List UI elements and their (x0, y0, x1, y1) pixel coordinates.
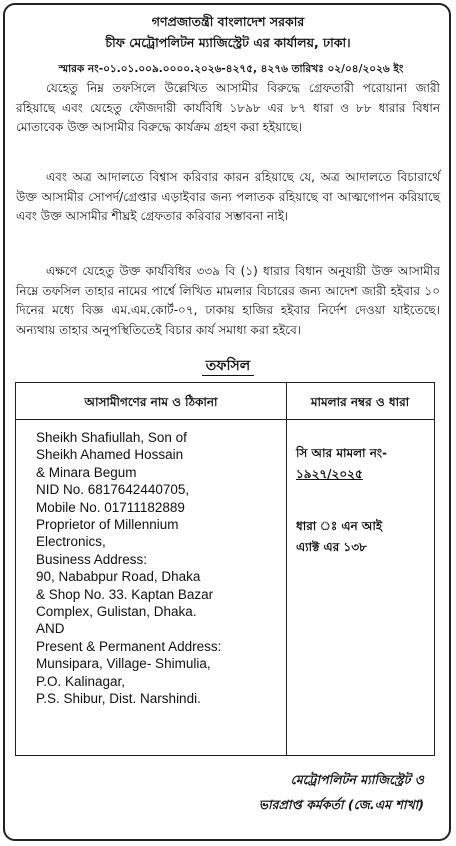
paragraph-order: এক্ষণে যেহেতু উক্ত কার্যবিধির ৩৩৯ বি (১) ধারার বিধান অনুযায়ী উক্ত আসামীর নিম্নে তফসিল তাহার নামের পার্শ্বে লিখিত মামলার বিচারের জন্য আদেশ জারী হইবার ১০ দিনের মধ্যে বিজ্ঞ এম.এম.কোর্ট-০৭, ঢাকায় হাজির হইবার নির্দেশ দেওয়া যাইতেছে। অন্যথায় তাহার অনুপস্থিতিতেই বিচার কার্য সমাধা করা হইবে। (16, 264, 440, 338)
accused-line: Mobile No. 01711182889 (36, 499, 185, 515)
accused-line: AND (36, 621, 65, 637)
accused-line: P.O. Kalinagar, (36, 673, 126, 689)
header-divider (16, 419, 434, 420)
signature-office: ভারপ্রাপ্ত কর্মকর্তা (জে.এম শাখা) (258, 797, 424, 812)
office-title: চীফ মেট্রোপলিটন ম্যাজিস্ট্রেট এর কার্যালয়, ঢাকা। (105, 35, 351, 50)
accused-line: Proprietor of Millennium (36, 517, 179, 533)
accused-line: Electronics, (36, 534, 106, 550)
accused-line: & Shop No. 33. Kaptan Bazar (36, 586, 214, 602)
signature-title: মেট্রোপলিটন ম্যাজিস্ট্রেট ও (290, 772, 424, 787)
schedule-title: তফসিল (0, 354, 456, 378)
case-label: সি আর মামলা নং- (296, 446, 388, 460)
column-header-accused: আসামীগণের নাম ও ঠিকানা (84, 395, 218, 409)
column-header-case: মামলার নম্বর ও ধারা (310, 395, 410, 409)
section-line: ধারা ঃ এন আই (296, 519, 383, 533)
accused-line: NID No. 6817642440705, (36, 482, 190, 498)
case-number: ১৯২৭/২০২৫ (296, 467, 363, 481)
schedule-table (15, 382, 435, 756)
government-title: গণপ্রজাতন্ত্রী বাংলাদেশ সরকার (151, 14, 305, 29)
column-divider (286, 383, 287, 755)
case-section (296, 516, 430, 558)
accused-line: Present & Permanent Address: (36, 638, 222, 654)
accused-line: Complex, Gulistan, Dhaka. (36, 604, 197, 620)
accused-line: Business Address: (36, 551, 148, 567)
memo-number: স্মারক নং-০১.০১.০০৯.০০০০.২০২৬-৪২৭৫, ৪২৭৬ তারিখঃ ০২/০৪/২০২৬ ইং (58, 63, 404, 75)
accused-line: 90, Nababpur Road, Dhaka (36, 569, 201, 585)
accused-line: P.S. Shibur, Dist. Narshindi. (36, 691, 201, 707)
accused-line: Munsipara, Village- Shimulia, (36, 656, 211, 672)
paragraph-absconding: এবং অত্র আদালতে বিশ্বাস করিবার কারন রহিয়াছে যে, অত্র আদালতে বিচারার্থে উক্ত আসামীর সোপর্দ/গ্রেপ্তার এড়াইবার জন্য পলাতক রহিয়াছে বা আত্মগোপন করিয়াছে এবং উক্ত আসামীর শীঘ্রই গ্রেফতার করিবার সম্ভাবনা নাই। (16, 170, 440, 224)
paragraph-warrant: যেহেতু নিম্ন তফসিলে উল্লেখিত আসামীর বিরুদ্ধে গ্রেফতারী পরোয়ানা জারী রহিয়াছে এবং যেহেতু ফৌজদারী কার্যবিধি ১৮৯৮ এর ৮৭ ধারা ও ৮৮ ধারার বিধান মোতাবেক উক্ত আসামীর বিরুদ্ধে কার্যক্রম গ্রহণ করা হইয়াছে। (16, 81, 440, 135)
accused-details (36, 429, 286, 708)
section-line: এ্যাক্ট এর ১৩৮ (296, 540, 367, 554)
accused-line: & Minara Begum (36, 464, 137, 480)
accused-line: Sheikh Shafiullah, Son of (36, 430, 187, 445)
signature-block (259, 767, 424, 817)
accused-line: Sheikh Ahamed Hossain (36, 447, 184, 463)
case-info (296, 443, 430, 485)
